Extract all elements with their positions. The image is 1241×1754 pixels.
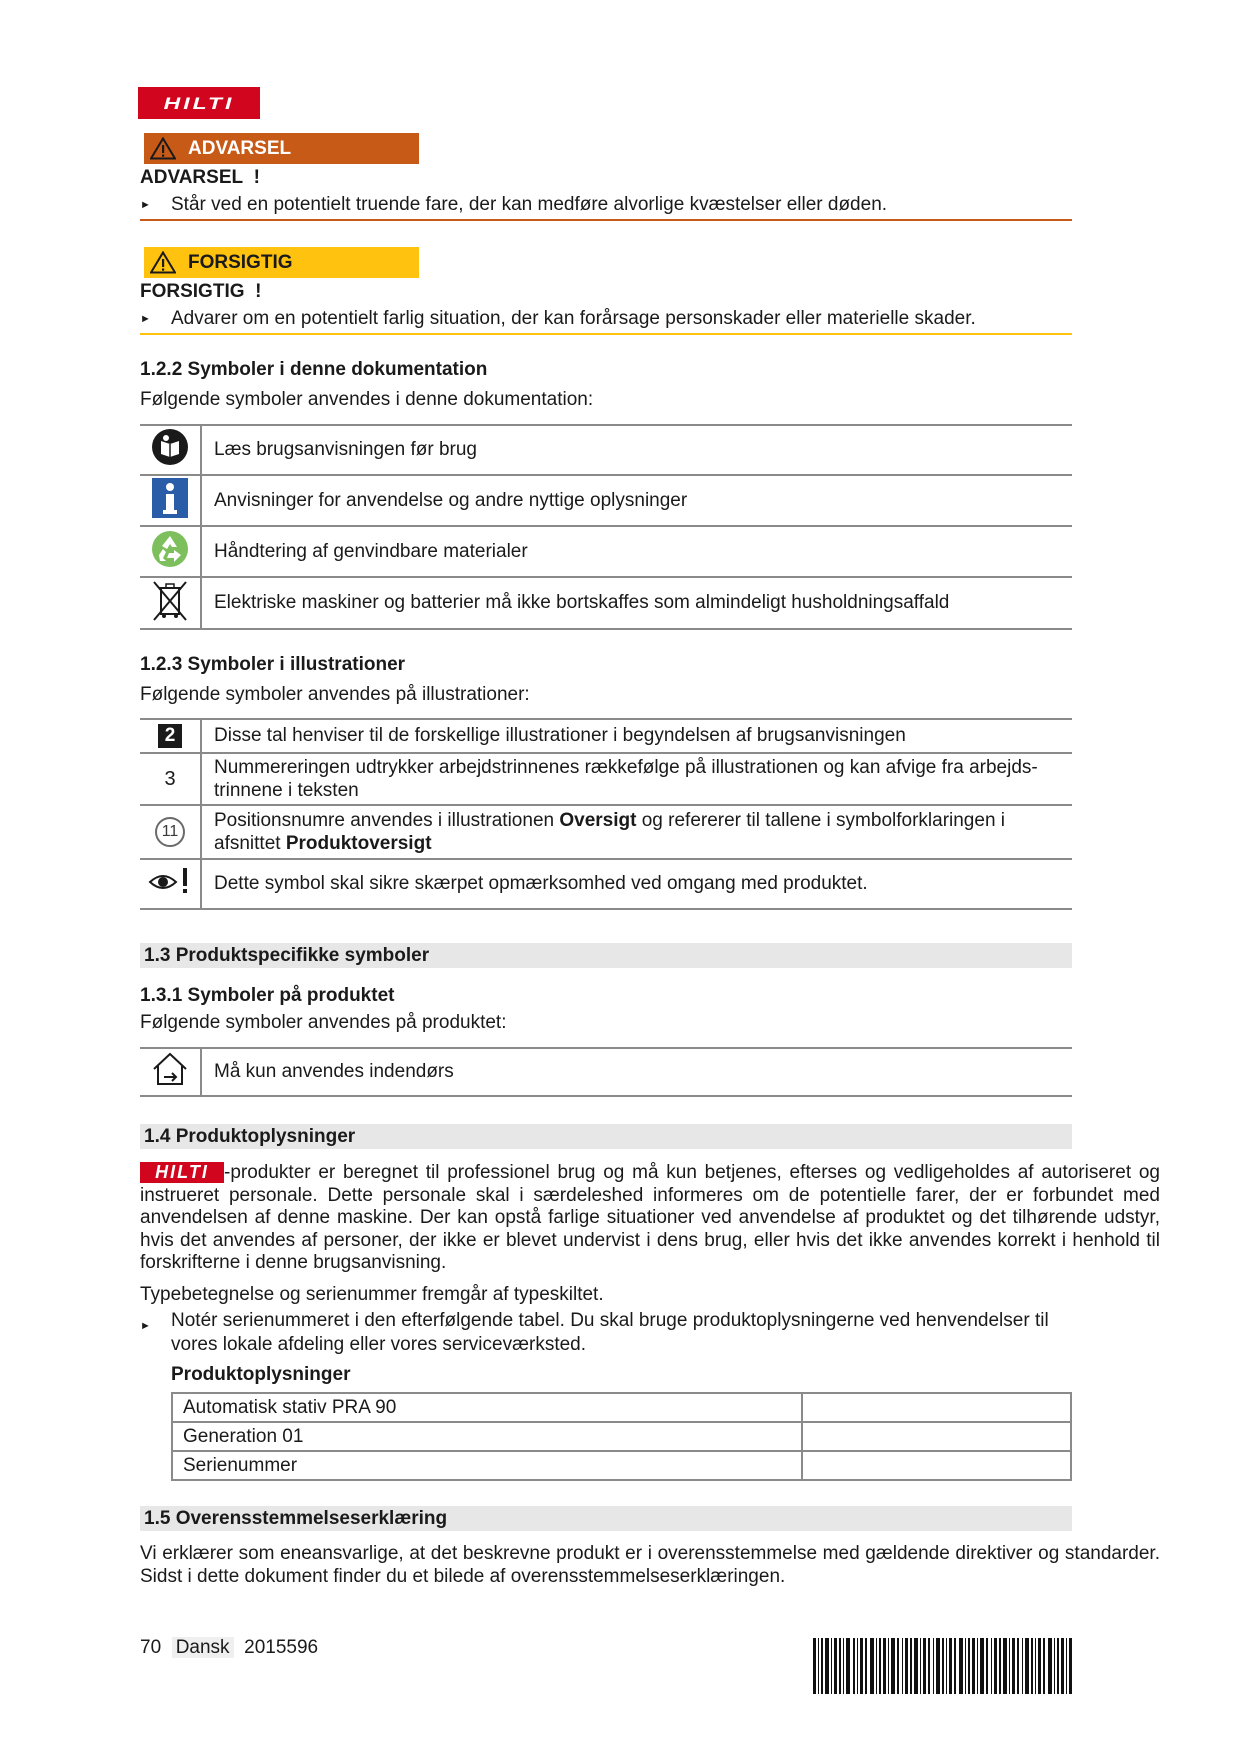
caution-banner-label: FORSIGTIG: [188, 251, 293, 273]
warning-word: ADVARSEL: [140, 167, 244, 188]
symbol-text-bold-overview: Oversigt: [559, 810, 637, 831]
symbol-text: Læs brugsanvisningen før brug: [201, 425, 1072, 475]
caution-text-content: Advarer om en potentielt farlig situation, der kan forårsage personskader eller materielle skader.: [171, 308, 976, 329]
table-row: [172, 1393, 1071, 1422]
conformity-paragraph: Vi erklærer som eneansvarlige, at det beskrevne produkt er i overensstemmelse med gældende direktiver og standarder. Sidst i dette dokument finder du et bilede af overensstemmelseserklæringen.: [140, 1543, 1160, 1587]
symbol-text-post: afsnittet: [214, 833, 286, 854]
footer-language: Dansk: [172, 1637, 234, 1658]
warning-triangle-icon: [150, 137, 176, 160]
position-number-icon: 11: [155, 817, 185, 847]
product-value-cell[interactable]: [802, 1451, 1071, 1480]
symbol-cell: [140, 475, 201, 526]
section-bar-1-4: 1.4 Produktoplysninger: [140, 1124, 1072, 1149]
caution-word: FORSIGTIG: [140, 281, 245, 302]
intro-1-3-1: Følgende symboler anvendes på produktet:: [140, 1012, 507, 1033]
warning-banner-label: ADVARSEL: [188, 137, 292, 159]
hilti-inline-logo: HILTI: [140, 1162, 224, 1183]
table-row: [140, 719, 1072, 753]
bullet-arrow-icon: ►: [140, 199, 151, 211]
bullet-arrow-icon: ►: [140, 313, 151, 325]
page-number: 70: [140, 1637, 162, 1658]
symbols-doc-table: [140, 424, 1072, 630]
symbol-text: Anvisninger for anvendelse og andre nyttige oplysninger: [201, 475, 1072, 526]
section-bar-1-5: 1.5 Overensstemmelseserklæring: [140, 1506, 1072, 1531]
table-row: [140, 859, 1072, 909]
page-footer: [140, 1637, 318, 1659]
step-number-icon: 3: [164, 767, 176, 790]
heading-1-3-1: 1.3.1 Symboler på produktet: [140, 985, 395, 1006]
table-row: [140, 526, 1072, 577]
warning-text: [140, 194, 887, 216]
read-manual-icon: [150, 427, 190, 467]
symbol-text-line1: Nummereringen udtrykker arbejdstrinnenes rækkefølge på illustrationen og kan afvige fra arbejds-: [214, 757, 1038, 778]
caution-exclaim: !: [255, 281, 262, 302]
symbol-text-bold-product-overview: Produktoversigt: [285, 833, 432, 854]
symbol-text: Håndtering af genvindbare materialer: [201, 526, 1072, 577]
symbol-cell: [140, 719, 201, 753]
table-row: [140, 1048, 1072, 1096]
symbol-text: Må kun anvendes indendørs: [201, 1048, 1072, 1096]
symbol-cell: [140, 425, 201, 475]
info-icon: [151, 477, 189, 519]
symbol-cell: [140, 805, 201, 859]
symbol-text-pre: Positionsnumre anvendes i illustrationen: [214, 810, 560, 831]
product-value-cell[interactable]: [802, 1393, 1071, 1422]
barcode-icon: [813, 1638, 1072, 1694]
symbol-text: Elektriske maskiner og batterier må ikke bortskaffes som almindeligt husholdningsaffald: [201, 577, 1072, 629]
symbol-cell: [140, 753, 201, 805]
intro-1-2-3: Følgende symboler anvendes på illustrationer:: [140, 684, 530, 705]
warning-divider: [140, 219, 1072, 221]
table-row: [140, 425, 1072, 475]
serial-note-text: Notér serienummeret i den efterfølgende tabel. Du skal bruge produktoplysningerne ved henvendelser til vores lokale afdeling eller vores serviceværksted.: [171, 1310, 1049, 1355]
warning-banner: [144, 133, 419, 164]
symbol-text: [201, 805, 1072, 859]
symbol-text-line2: trinnene i teksten: [214, 780, 359, 801]
bullet-arrow-icon: ►: [140, 1320, 151, 1332]
hilti-logo-text: HILTI: [163, 93, 235, 112]
serial-note: [140, 1309, 1072, 1357]
footer-doc-number: 2015596: [244, 1637, 319, 1658]
table-row: [140, 577, 1072, 629]
warning-text-content: Står ved en potentielt truende fare, der kan medføre alvorlige kvæstelser eller døden.: [171, 194, 888, 215]
symbol-text: Disse tal henviser til de forskellige illustrationer i begyndelsen af brugsanvisningen: [201, 719, 1072, 753]
symbol-text: [201, 753, 1072, 805]
product-label-cell: Generation 01: [172, 1422, 802, 1451]
symbols-product-table: [140, 1047, 1072, 1097]
symbol-text-mid: og refererer til tallene i symbolforklaringen i: [636, 810, 1006, 831]
attention-eye-icon: [148, 866, 192, 896]
indoor-use-icon: [150, 1049, 190, 1089]
figure-number-icon: 2: [158, 724, 182, 748]
hilti-logo: [138, 87, 260, 119]
symbol-text: Dette symbol skal sikre skærpet opmærksomhed ved omgang med produktet.: [201, 859, 1072, 909]
product-info-paragraph: [140, 1162, 1160, 1275]
caution-divider: [140, 333, 1072, 335]
section-bar-1-3: 1.3 Produktspecifikke symboler: [140, 943, 1072, 968]
product-table-title: Produktoplysninger: [171, 1364, 351, 1385]
symbol-cell: [140, 1048, 201, 1096]
table-row: [172, 1422, 1071, 1451]
table-row: [140, 805, 1072, 859]
caution-triangle-icon: [150, 251, 176, 274]
heading-1-2-2: 1.2.2 Symboler i denne dokumentation: [140, 359, 488, 380]
intro-1-2-2: Følgende symboler anvendes i denne dokumentation:: [140, 389, 594, 410]
symbol-cell: [140, 859, 201, 909]
caution-signal-word: [140, 281, 261, 303]
symbol-cell: [140, 577, 201, 629]
heading-1-2-3: 1.2.3 Symboler i illustrationer: [140, 654, 406, 675]
table-row: [140, 475, 1072, 526]
warning-exclaim: !: [253, 167, 260, 188]
caution-banner: [144, 247, 419, 278]
crossed-bin-icon: [150, 578, 190, 622]
table-row: [140, 753, 1072, 805]
product-label-cell: Serienummer: [172, 1451, 802, 1480]
table-row: [172, 1451, 1071, 1480]
recycle-icon: [150, 529, 190, 569]
caution-text: [140, 308, 976, 330]
typeplate-text: Typebetegnelse og serienummer fremgår af typeskiltet.: [140, 1284, 604, 1305]
warning-signal-word: [140, 167, 260, 189]
symbols-illustration-table: [140, 718, 1072, 910]
product-info-table: [171, 1392, 1072, 1481]
symbol-cell: [140, 526, 201, 577]
product-info-text: -produkter er beregnet til professionel brug og må kun betjenes, efterses og vedligeholdes af autoriseret og instrueret personale. Dette personale skal i særdeleshed informeres om de potentielle farer, der er forbundet med anvendelsen af denne maskine. Der kan opstå farlige situationer ved anvendelse af produktet og det tilhørende udstyr, hvis det anvendes af personer, der ikke er blevet undervist i dens brug, eller hvis det ikke anvendes korrekt i henhold til forskrifterne i denne brugsanvisning.: [140, 1162, 1160, 1273]
product-label-cell: Automatisk stativ PRA 90: [172, 1393, 802, 1422]
product-value-cell[interactable]: [802, 1422, 1071, 1451]
